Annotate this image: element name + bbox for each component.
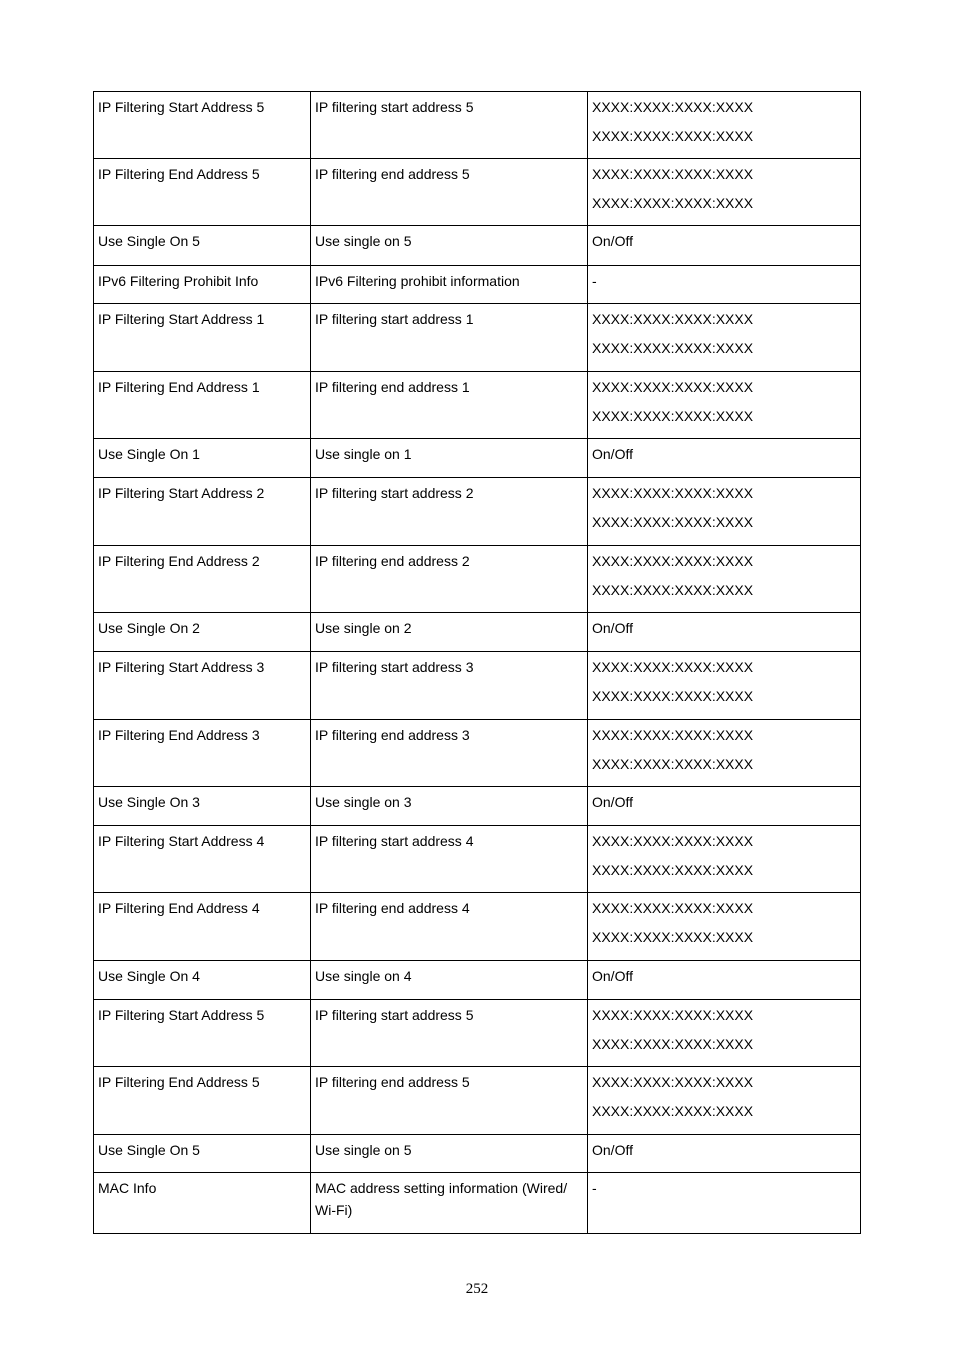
- value-cell: [588, 1173, 861, 1234]
- value-text: On/Off: [592, 968, 633, 984]
- setting-name-cell: IP Filtering Start Address 5: [94, 1000, 311, 1067]
- description-cell: IP filtering end address 4: [311, 893, 588, 961]
- setting-name-cell: Use Single On 4: [94, 961, 311, 1000]
- value-text: XXXX:XXXX:XXXX:XXXX: [592, 1103, 754, 1119]
- value-text: XXXX:XXXX:XXXX:XXXX: [592, 582, 754, 598]
- description-cell: IP filtering end address 2: [311, 546, 588, 613]
- value-cell: [588, 92, 861, 159]
- value-text: XXXX:XXXX:XXXX:XXXX: [592, 1007, 754, 1023]
- setting-name-cell: IP Filtering End Address 4: [94, 893, 311, 961]
- setting-name-cell: Use Single On 5: [94, 1135, 311, 1173]
- setting-name-cell: IP Filtering Start Address 2: [94, 478, 311, 546]
- description-cell: IP filtering start address 1: [311, 304, 588, 372]
- description-cell: IP filtering end address 1: [311, 372, 588, 439]
- description-cell: IP filtering start address 5: [311, 1000, 588, 1067]
- value-text: XXXX:XXXX:XXXX:XXXX: [592, 311, 754, 327]
- table-row: [94, 92, 861, 159]
- setting-name-cell: Use Single On 1: [94, 439, 311, 478]
- value-text: XXXX:XXXX:XXXX:XXXX: [592, 514, 754, 530]
- value-cell: [588, 546, 861, 613]
- value-text: On/Off: [592, 794, 633, 810]
- setting-name-cell: IP Filtering End Address 2: [94, 546, 311, 613]
- value-cell: [588, 478, 861, 546]
- table-row: [94, 613, 861, 652]
- description-cell: IP filtering start address 5: [311, 92, 588, 159]
- description-cell: IP filtering end address 5: [311, 1067, 588, 1135]
- table-row: [94, 1067, 861, 1135]
- value-text: -: [592, 273, 597, 289]
- value-text: On/Off: [592, 233, 633, 249]
- description-cell: IPv6 Filtering prohibit information: [311, 266, 588, 304]
- setting-name-cell: Use Single On 2: [94, 613, 311, 652]
- value-cell: [588, 893, 861, 961]
- table-row: [94, 826, 861, 893]
- table-row: [94, 1135, 861, 1173]
- description-cell: IP filtering end address 5: [311, 159, 588, 226]
- table-row: [94, 478, 861, 546]
- value-text: XXXX:XXXX:XXXX:XXXX: [592, 1036, 754, 1052]
- value-text: XXXX:XXXX:XXXX:XXXX: [592, 727, 754, 743]
- table-row: [94, 961, 861, 1000]
- table-row: [94, 720, 861, 787]
- table-row: [94, 439, 861, 478]
- value-text: -: [592, 1180, 597, 1196]
- description-cell: Use single on 3: [311, 787, 588, 826]
- value-text: XXXX:XXXX:XXXX:XXXX: [592, 900, 754, 916]
- setting-name-cell: IP Filtering Start Address 3: [94, 652, 311, 720]
- setting-name-cell: IP Filtering End Address 3: [94, 720, 311, 787]
- setting-name-cell: Use Single On 3: [94, 787, 311, 826]
- value-text: XXXX:XXXX:XXXX:XXXX: [592, 408, 754, 424]
- description-cell: IP filtering end address 3: [311, 720, 588, 787]
- value-text: XXXX:XXXX:XXXX:XXXX: [592, 929, 754, 945]
- value-text: XXXX:XXXX:XXXX:XXXX: [592, 833, 754, 849]
- value-cell: [588, 961, 861, 1000]
- setting-name-cell: IPv6 Filtering Prohibit Info: [94, 266, 311, 304]
- description-cell: MAC address setting information (Wired/ Wi-Fi): [311, 1173, 588, 1234]
- value-cell: [588, 304, 861, 372]
- value-cell: [588, 1000, 861, 1067]
- setting-name-cell: IP Filtering End Address 5: [94, 1067, 311, 1135]
- page-number: 252: [465, 1281, 489, 1297]
- value-text: On/Off: [592, 1142, 633, 1158]
- table-row: [94, 893, 861, 961]
- value-cell: [588, 826, 861, 893]
- table-row: [94, 266, 861, 304]
- value-text: XXXX:XXXX:XXXX:XXXX: [592, 128, 754, 144]
- table-row: [94, 304, 861, 372]
- description-cell: Use single on 2: [311, 613, 588, 652]
- value-text: XXXX:XXXX:XXXX:XXXX: [592, 756, 754, 772]
- value-text: XXXX:XXXX:XXXX:XXXX: [592, 1074, 754, 1090]
- description-cell: IP filtering start address 2: [311, 478, 588, 546]
- value-cell: [588, 439, 861, 478]
- value-cell: [588, 159, 861, 226]
- description-cell: IP filtering start address 3: [311, 652, 588, 720]
- value-cell: [588, 652, 861, 720]
- value-cell: [588, 266, 861, 304]
- table-row: [94, 1173, 861, 1234]
- description-cell: Use single on 4: [311, 961, 588, 1000]
- table-row: [94, 226, 861, 266]
- value-text: XXXX:XXXX:XXXX:XXXX: [592, 340, 754, 356]
- value-cell: [588, 372, 861, 439]
- value-cell: [588, 1135, 861, 1173]
- setting-name-cell: Use Single On 5: [94, 226, 311, 266]
- settings-table: [93, 91, 861, 1234]
- value-text: XXXX:XXXX:XXXX:XXXX: [592, 166, 754, 182]
- value-cell: [588, 787, 861, 826]
- value-text: XXXX:XXXX:XXXX:XXXX: [592, 862, 754, 878]
- setting-name-cell: IP Filtering Start Address 1: [94, 304, 311, 372]
- setting-name-cell: IP Filtering Start Address 5: [94, 92, 311, 159]
- value-text: XXXX:XXXX:XXXX:XXXX: [592, 553, 754, 569]
- value-text: XXXX:XXXX:XXXX:XXXX: [592, 99, 754, 115]
- description-cell: Use single on 5: [311, 1135, 588, 1173]
- value-cell: [588, 1067, 861, 1135]
- value-text: On/Off: [592, 446, 633, 462]
- value-text: XXXX:XXXX:XXXX:XXXX: [592, 659, 754, 675]
- value-text: XXXX:XXXX:XXXX:XXXX: [592, 195, 754, 211]
- value-text: XXXX:XXXX:XXXX:XXXX: [592, 485, 754, 501]
- value-text: XXXX:XXXX:XXXX:XXXX: [592, 688, 754, 704]
- description-cell: IP filtering start address 4: [311, 826, 588, 893]
- table-row: [94, 546, 861, 613]
- value-cell: [588, 720, 861, 787]
- value-text: On/Off: [592, 620, 633, 636]
- setting-name-cell: IP Filtering End Address 5: [94, 159, 311, 226]
- table-row: [94, 652, 861, 720]
- setting-name-cell: IP Filtering End Address 1: [94, 372, 311, 439]
- description-cell: Use single on 1: [311, 439, 588, 478]
- value-cell: [588, 613, 861, 652]
- table-row: [94, 1000, 861, 1067]
- value-text: XXXX:XXXX:XXXX:XXXX: [592, 379, 754, 395]
- setting-name-cell: IP Filtering Start Address 4: [94, 826, 311, 893]
- description-cell: Use single on 5: [311, 226, 588, 266]
- table-row: [94, 159, 861, 226]
- value-cell: [588, 226, 861, 266]
- setting-name-cell: MAC Info: [94, 1173, 311, 1234]
- table-row: [94, 787, 861, 826]
- table-row: [94, 372, 861, 439]
